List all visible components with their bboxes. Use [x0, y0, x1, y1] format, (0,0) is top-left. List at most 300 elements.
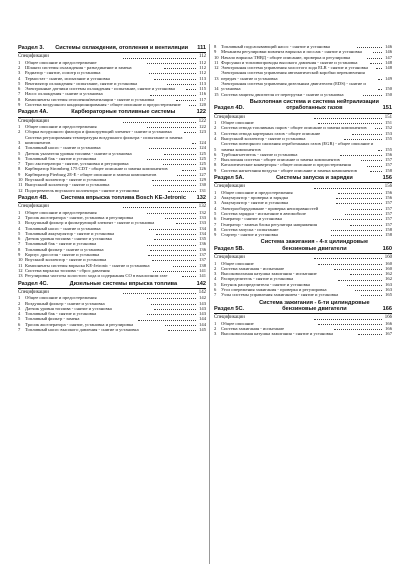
- toc-section: [214, 175, 392, 237]
- entry-page: 113: [199, 80, 206, 86]
- dot-leader: [333, 219, 383, 220]
- section-page: 166: [382, 306, 392, 313]
- dot-leader: [147, 245, 196, 246]
- entry-number: 5: [18, 150, 21, 156]
- entry-title: Распределитель - снятие и установка: [221, 276, 294, 282]
- entry-title: Спецификации: [214, 184, 245, 190]
- section-title: Карбюраторные топливные системы: [71, 109, 176, 116]
- entry-page: 112: [199, 70, 207, 76]
- entry-page: 157: [385, 210, 393, 216]
- entry-number: 11: [18, 182, 23, 188]
- dot-leader: [152, 260, 196, 261]
- entry-number: 13: [214, 75, 219, 81]
- entry-number: 9: [18, 102, 21, 108]
- section-title: Выхлопная система и система нейтрализации отработанных газов: [249, 98, 379, 112]
- entry-number: 3: [214, 130, 217, 136]
- entry-number: 9: [18, 252, 21, 258]
- section-page: 160: [382, 245, 392, 252]
- dot-leader: [154, 239, 196, 240]
- entry-page: 126: [199, 166, 207, 172]
- section-rule: [214, 182, 392, 183]
- dot-leader: [123, 293, 196, 294]
- dot-leader: [345, 214, 383, 215]
- entry-page: 137: [199, 252, 206, 258]
- dot-leader: [147, 127, 196, 128]
- toc-section: [214, 300, 392, 337]
- dot-leader: [336, 203, 382, 204]
- entry-number: 7: [18, 161, 21, 167]
- entry-page: 135: [199, 236, 206, 242]
- entry-title: Топливный бак - снятие и установка: [25, 311, 97, 317]
- section-label: Раздел 4В.: [18, 194, 49, 201]
- column-divider: [209, 44, 210, 564]
- entry-page: 156: [385, 151, 393, 157]
- entry-title: Система воздушного кондиционирования - общее описание и предостережение: [25, 102, 181, 108]
- entry-page: 148: [385, 65, 392, 71]
- entry-page: 125: [199, 161, 206, 167]
- dot-leader: [367, 166, 382, 167]
- section-title: Система впрыска топлива Bosch KE-Jetronic: [60, 194, 186, 201]
- dot-leader: [177, 175, 196, 176]
- entry-title: Компоненты системы отопления/вентиляции - снятие и установка: [25, 96, 155, 102]
- entry-page: 138: [199, 262, 206, 268]
- dot-leader: [153, 185, 196, 186]
- entry-number: 8: [214, 162, 217, 168]
- entry-page: 117: [199, 96, 206, 102]
- entry-page: 166: [384, 315, 392, 321]
- entry-number: 6: [18, 86, 21, 92]
- dot-leader: [314, 319, 382, 320]
- entry-page: 122: [198, 118, 206, 124]
- section-heading: [214, 300, 392, 313]
- dot-leader: [123, 207, 196, 208]
- dot-leader: [357, 47, 383, 48]
- section-rule: [18, 288, 206, 289]
- entry-number: 10: [214, 54, 219, 60]
- dot-leader: [378, 89, 382, 90]
- toc-entry[interactable]: [214, 232, 392, 237]
- dot-leader: [150, 250, 196, 251]
- toc-entry[interactable]: [18, 135, 206, 146]
- dot-leader: [147, 213, 196, 214]
- entry-page: 149: [385, 75, 392, 81]
- entry-title: Впускной коллектор - снятие и установка: [25, 177, 107, 183]
- entry-title: Общее описание и предостережения: [25, 295, 97, 301]
- entry-page: 115: [199, 86, 207, 92]
- section-heading: [18, 45, 206, 51]
- entry-title: Датчик уровня топлива - снятие и установка: [25, 236, 112, 242]
- entry-page: 163: [385, 287, 392, 293]
- entry-page: 142: [199, 295, 207, 301]
- entry-page: 160: [385, 260, 392, 266]
- toc-section: [18, 195, 206, 279]
- entry-page: 165: [385, 292, 393, 298]
- dot-leader: [152, 180, 196, 181]
- entry-title: Датчик уровня топлива - снятие и установка: [25, 305, 112, 311]
- dot-leader: [363, 95, 382, 96]
- entry-number: 9: [214, 49, 217, 55]
- entry-number: 8: [18, 96, 21, 102]
- entry-title: Стартер - снятие и установка: [221, 232, 278, 238]
- entry-number: 7: [18, 241, 21, 247]
- dot-leader: [154, 79, 197, 80]
- entry-title: Компоненты системы впрыска KE-Jetronic - снятие и установка: [25, 262, 150, 268]
- entry-number: 6: [214, 216, 217, 222]
- dot-leader: [367, 58, 382, 59]
- section-label: Раздел 4D.: [214, 105, 245, 112]
- entry-number: 6: [18, 236, 21, 242]
- entry-page: 157: [385, 205, 393, 211]
- entry-page: 151: [384, 114, 392, 120]
- entry-number: 5: [214, 146, 217, 152]
- entry-page: 122: [199, 124, 207, 130]
- dot-leader: [147, 159, 196, 160]
- section-title: Системы запуска и зарядки: [275, 175, 353, 182]
- entry-title: Электронные датчики системы охлаждения - испытание, снятие и установка: [25, 86, 175, 92]
- entry-number: 4: [18, 145, 21, 151]
- entry-number: 7: [214, 292, 217, 298]
- dot-leader: [350, 274, 382, 275]
- section-page: 122: [196, 109, 206, 116]
- entry-number: 6: [18, 155, 21, 161]
- entry-title: Общее описание: [221, 320, 254, 326]
- entry-page: 156: [385, 195, 392, 201]
- entry-title: Система регулирования температуры воздушного фильтра - испытание и замена компонентов: [25, 134, 183, 145]
- entry-title: Топливный бак - снятие и установка: [25, 155, 97, 161]
- toc-section: [18, 281, 206, 333]
- toc-entry[interactable]: [214, 331, 392, 336]
- toc-entry[interactable]: [18, 102, 206, 107]
- entry-title: Радиатор - снятие, осмотр и установка: [25, 70, 101, 76]
- entry-page: 167: [385, 331, 392, 337]
- dot-leader: [314, 118, 382, 119]
- dot-leader: [149, 148, 196, 149]
- entry-number: 9: [18, 171, 21, 177]
- entry-title: Угол опережения зажигания - проверка и регулировка: [221, 287, 327, 293]
- entry-title: Форсунки и топливопроводы высокого давления - снятие и установка: [221, 59, 358, 65]
- entry-number: 1: [214, 120, 217, 126]
- entry-page: 147: [385, 54, 393, 60]
- entry-number: 7: [214, 157, 217, 163]
- dot-leader: [151, 304, 196, 305]
- dot-leader: [340, 155, 382, 156]
- entry-title: Топливный фильтр - снятие и установка: [25, 246, 104, 252]
- entry-page: 163: [385, 281, 392, 287]
- entry-number: 9: [214, 167, 217, 173]
- entry-page: 156: [385, 189, 393, 195]
- entry-title: Электронная система управления автоматической коробки переключения передач - снятие и установка: [221, 70, 365, 81]
- entry-number: 5: [214, 281, 217, 287]
- entry-title: Генератор - замена блока регулятора напряжения: [221, 221, 317, 227]
- dot-leader: [147, 314, 196, 315]
- entry-page: 155: [385, 146, 392, 152]
- entry-page: 162: [385, 276, 392, 282]
- entry-title: Тросик акселератора - снятие, установка и регулировка: [25, 214, 134, 220]
- entry-page: 153: [385, 130, 393, 136]
- entry-title: Тросик акселератора - снятие, установка и регулировка: [25, 321, 134, 327]
- entry-number: 7: [18, 91, 21, 97]
- dot-leader: [184, 132, 196, 133]
- entry-page: 144: [199, 321, 206, 327]
- dot-leader: [186, 89, 196, 90]
- entry-title: Топливный насос - снятие и установка: [25, 145, 101, 151]
- entry-page: 136: [199, 246, 207, 252]
- toc-entry[interactable]: [18, 188, 206, 193]
- entry-number: 4: [18, 311, 21, 317]
- dot-leader: [318, 324, 382, 325]
- entry-number: 10: [18, 257, 23, 263]
- entry-page: 132: [199, 209, 207, 215]
- entry-title: Аккумулятор - проверка и зарядка: [221, 195, 289, 201]
- entry-title: Топливный фильтр - замена: [25, 316, 80, 322]
- dot-leader: [347, 285, 383, 286]
- dot-leader: [149, 229, 196, 230]
- dot-leader: [351, 209, 383, 210]
- dot-leader: [352, 134, 382, 135]
- dot-leader: [192, 143, 196, 144]
- entry-title: Впускной коллектор - снятие и установка: [25, 257, 107, 263]
- dot-leader: [331, 235, 383, 236]
- dot-leader: [361, 295, 382, 296]
- entry-number: 2: [18, 129, 21, 135]
- dot-leader: [164, 154, 196, 155]
- dot-leader: [182, 276, 196, 277]
- section-rule: [214, 253, 392, 254]
- dot-leader: [358, 334, 382, 335]
- entry-title: Узлы системы управления зажиганием - снятие и установка: [221, 292, 339, 298]
- entry-title: Спецификации: [18, 118, 49, 124]
- entry-page: 157: [385, 216, 393, 222]
- entry-page: 127: [199, 171, 207, 177]
- entry-page: 156: [384, 184, 392, 190]
- dot-leader: [376, 68, 383, 69]
- section-label: Раздел 4А.: [18, 109, 49, 116]
- entry-page: 134: [199, 225, 206, 231]
- dot-leader: [173, 266, 196, 267]
- entry-title: Подогреватель впускного коллектора - снятие и установка: [25, 187, 139, 193]
- entry-title: Система впрыска топлива - сброс давления: [25, 267, 110, 273]
- entry-page: 116: [199, 91, 207, 97]
- dot-leader: [318, 264, 382, 265]
- dot-leader: [182, 170, 196, 171]
- entry-number: 9: [214, 232, 217, 238]
- section-page: 111: [197, 45, 206, 51]
- dot-leader: [167, 84, 196, 85]
- section-label: Раздел 5В.: [214, 245, 245, 252]
- entry-title: Система отвода топливных паров - общее описание и замена компонентов: [221, 125, 367, 131]
- entry-number: 2: [214, 125, 217, 131]
- entry-number: 13: [18, 273, 23, 279]
- dot-leader: [370, 171, 382, 172]
- entry-title: Система зарядки - испытание в автомобиле: [221, 210, 306, 216]
- entry-title: Начало впрыска ТНВД - общее описание, проверка и регулировка: [221, 54, 351, 60]
- entry-page: 123: [199, 129, 207, 135]
- entry-page: 133: [199, 220, 206, 226]
- toc-section: [214, 99, 392, 173]
- section-page: 156: [382, 175, 392, 182]
- section-heading: [214, 239, 392, 252]
- entry-title: Спецификации: [18, 54, 49, 60]
- entry-title: Система запуска - испытание: [221, 226, 279, 232]
- entry-page: 112: [198, 54, 207, 60]
- dot-leader: [138, 320, 196, 321]
- entry-title: Спецификации: [18, 289, 49, 295]
- toc-entry[interactable]: [18, 327, 206, 332]
- entry-page: 158: [385, 226, 392, 232]
- entry-page: 141: [199, 273, 206, 279]
- entry-number: 2: [214, 326, 217, 332]
- entry-title: Топливный аккумулятор - снятие и установка: [25, 230, 115, 236]
- dot-leader: [123, 122, 196, 123]
- entry-page: 136: [199, 241, 207, 247]
- entry-title: Высоковольтная катушка зажигания - снятие и установка: [221, 331, 334, 337]
- entry-number: 4: [214, 205, 217, 211]
- entry-number: 8: [18, 166, 21, 172]
- dot-leader: [189, 105, 196, 106]
- toc-entry[interactable]: [214, 168, 392, 173]
- entry-number: 5: [18, 316, 21, 322]
- entry-number: 12: [18, 187, 23, 193]
- entry-title: Топливный подсасывающий насос - снятие и установка: [221, 44, 330, 49]
- entry-number: 3: [18, 139, 21, 145]
- entry-page: 132: [198, 204, 206, 210]
- entry-page: 148: [385, 59, 393, 65]
- dot-leader: [123, 58, 196, 59]
- entry-number: 1: [214, 189, 217, 195]
- entry-page: 113: [199, 75, 207, 81]
- dot-leader: [336, 198, 383, 199]
- section-rule: [18, 117, 206, 118]
- toc-section: [18, 45, 206, 107]
- entry-number: 10: [18, 177, 23, 183]
- dot-leader: [147, 63, 196, 64]
- entry-title: Общее описание и предостережения: [25, 124, 97, 130]
- entry-number: 5: [18, 80, 21, 86]
- entry-title: Общее описание: [221, 260, 254, 266]
- entry-number: 15: [214, 91, 219, 97]
- entry-page: 166: [385, 320, 392, 326]
- entry-title: Электрооборудование - проверка неисправностей: [221, 205, 319, 211]
- entry-number: 2: [214, 195, 217, 201]
- entry-number: 3: [18, 220, 21, 226]
- toc-entry[interactable]: [214, 141, 392, 152]
- dot-leader: [373, 52, 383, 53]
- dot-leader: [314, 188, 382, 189]
- entry-page: 142: [198, 289, 206, 295]
- right-column: [214, 44, 392, 339]
- entry-number: 3: [18, 70, 21, 76]
- entry-number: 6: [18, 321, 21, 327]
- entry-title: Каталитические конверторы - общее описание и предостережения: [221, 162, 351, 168]
- dot-leader: [334, 269, 383, 270]
- section-title: Дизельные системы впрыска топлива: [69, 280, 178, 287]
- toc-entry[interactable]: [214, 92, 392, 97]
- dot-leader: [147, 298, 196, 299]
- toc-entry[interactable]: [18, 273, 206, 278]
- section-page: 142: [196, 280, 206, 287]
- dot-leader: [378, 79, 382, 80]
- entry-page: 146: [385, 49, 392, 55]
- entry-title: Система повторного сжигания отработанных газов (EGR) - общее описание и замена компонентов: [221, 141, 374, 152]
- entry-number: 6: [214, 151, 217, 157]
- section-heading: [18, 281, 206, 287]
- dot-leader: [378, 150, 382, 151]
- entry-title: Система защиты двигателя от перегрузки - снятие и установка: [221, 91, 344, 97]
- entry-page: 150: [385, 86, 392, 92]
- entry-page: 124: [199, 145, 206, 151]
- entry-title: Система зажигания - испытание: [221, 326, 285, 332]
- entry-title: Воздушный фильтр и фильтрующий элемент - снятие и установка: [25, 220, 155, 226]
- entry-title: Система нагнетания воздуха - общее описание и замена компонентов: [221, 167, 357, 173]
- toc-entry[interactable]: [214, 70, 392, 81]
- section-label: Раздел 5С.: [214, 306, 245, 313]
- dot-leader: [370, 63, 382, 64]
- entry-number: 11: [18, 262, 23, 268]
- dot-leader: [149, 73, 196, 74]
- entry-number: 7: [18, 326, 21, 332]
- entry-title: Выпускной коллектор - снятие и установка: [221, 135, 306, 141]
- toc-entry[interactable]: [214, 292, 392, 297]
- entry-number: 8: [214, 226, 217, 232]
- section-rule: [214, 313, 392, 314]
- entry-page: 157: [385, 200, 392, 206]
- entry-page: 157: [385, 157, 393, 163]
- dot-leader: [163, 164, 196, 165]
- entry-number: 2: [18, 214, 21, 220]
- dot-leader: [156, 234, 196, 235]
- entry-title: Общее описание: [221, 120, 254, 126]
- entry-number: 4: [214, 135, 217, 141]
- entry-number: 4: [18, 75, 21, 81]
- entry-number: 2: [18, 65, 21, 70]
- entry-page: 112: [199, 59, 207, 65]
- entry-number: 2: [214, 265, 217, 271]
- entry-title: Система отвода картерных газов - общее описание: [221, 130, 321, 136]
- entry-number: 12: [18, 267, 23, 273]
- entry-page: 141: [199, 267, 206, 273]
- entry-title: Карбюратор Stromberg 175 CDT - общее описание и замена компонентов: [25, 166, 168, 172]
- entry-title: Общее описание и предостережения: [25, 209, 97, 215]
- dot-leader: [168, 330, 196, 331]
- entry-number: 8: [214, 44, 217, 49]
- entry-number: 11: [214, 59, 219, 65]
- entry-page: 143: [199, 305, 206, 311]
- entry-title: Трос акселератора - снятие, установка и регулировка: [25, 161, 129, 167]
- entry-title: Спецификации: [214, 315, 245, 321]
- entry-number: 3: [214, 200, 217, 206]
- section-label: Раздел 4С.: [18, 280, 49, 287]
- dot-leader: [338, 280, 382, 281]
- section-heading: [214, 99, 392, 112]
- entry-page: 144: [199, 316, 206, 322]
- entry-page: 158: [385, 232, 392, 238]
- entry-title: Карбюратор Pierburg 2E-E - общее описание и замена компонентов: [25, 171, 157, 177]
- entry-title: Бегунок распределителя - снятие и установка: [221, 281, 310, 287]
- entry-page: 133: [199, 214, 206, 220]
- dot-leader: [165, 218, 196, 219]
- entry-number: 5: [18, 230, 21, 236]
- section-rule: [18, 202, 206, 203]
- dot-leader: [176, 223, 196, 224]
- entry-title: Электронная система управления дизельным двигателем (EDS) - снятие и установка: [221, 81, 366, 92]
- entry-page: 166: [385, 326, 392, 332]
- entry-number: 5: [214, 210, 217, 216]
- dot-leader: [331, 230, 382, 231]
- dot-leader: [148, 255, 196, 256]
- dot-leader: [176, 100, 196, 101]
- entry-title: Датчик указателя уровня топлива - снятие и установка: [25, 150, 132, 156]
- toc-entry[interactable]: [214, 81, 392, 92]
